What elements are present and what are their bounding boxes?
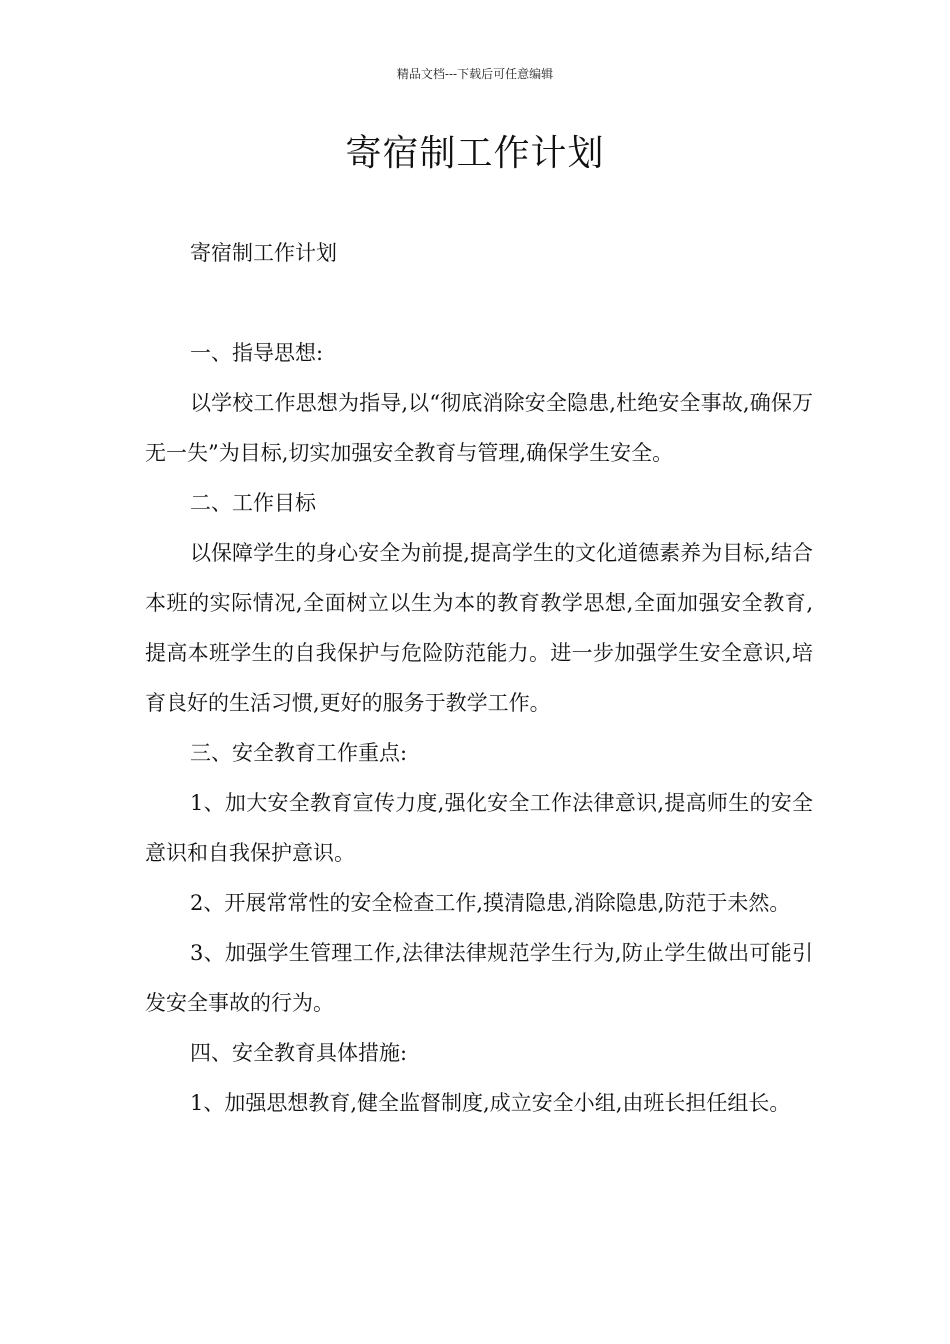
list-item: 1、加强思想教育,健全监督制度,成立安全小组,由班长担任组长。 <box>190 1091 791 1115</box>
paragraph: 以学校工作思想为指导,以“彻底消除安全隐患,杜绝安全事故,确保万无一失”为目标,切实加强安全教育与管理,确保学生安全。 <box>145 391 813 465</box>
document-title: 寄宿制工作计划 <box>345 133 605 174</box>
section-heading-4: 四、安全教育具体措施: <box>190 1041 408 1065</box>
subtitle: 寄宿制工作计划 <box>190 241 337 265</box>
list-item: 3、加强学生管理工作,法律法律规范学生行为,防止学生做出可能引发安全事故的行为。 <box>145 941 813 1015</box>
section-heading-3: 三、安全教育工作重点: <box>190 741 408 765</box>
document-body <box>145 228 813 1128</box>
header-note: 精品文档---下载后可任意编辑 <box>396 67 554 81</box>
list-item: 2、开展常常性的安全检查工作,摸清隐患,消除隐患,防范于未然。 <box>190 891 791 915</box>
list-item: 1、加大安全教育宣传力度,强化安全工作法律意识,提高师生的安全意识和自我保护意识。 <box>145 791 813 865</box>
section-heading-1: 一、指导思想: <box>190 341 324 365</box>
paragraph: 以保障学生的身心安全为前提,提高学生的文化道德素养为目标,结合本班的实际情况,全面树立以生为本的教育教学思想,全面加强安全教育,提高本班学生的自我保护与危险防范能力。进一步加强学生安全意识,培育良好的生活习惯,更好的服务于教学工作。 <box>145 541 813 715</box>
section-heading-2: 二、工作目标 <box>190 491 316 515</box>
